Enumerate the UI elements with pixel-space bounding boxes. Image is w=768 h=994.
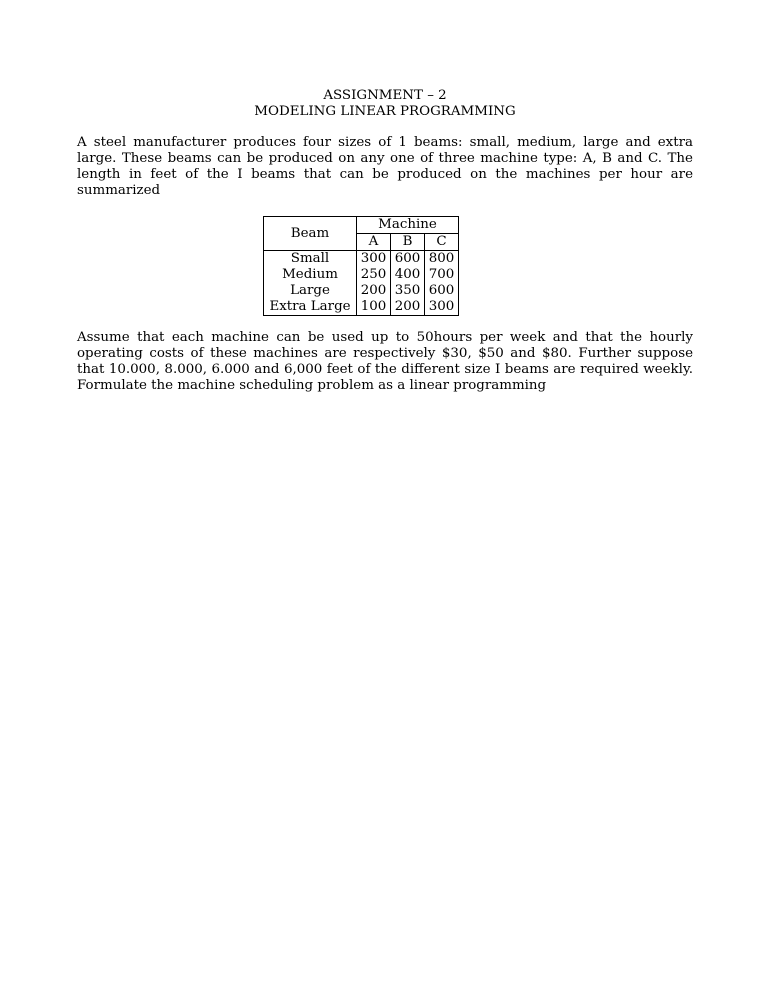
value-cell: 200 (391, 299, 425, 316)
closing-paragraph: Assume that each machine can be used up to 50hours per week and that the hourly operating costs of these machines are respectively $30, $50 and $80. Further suppose that 10.000, 8.000, 6.000 and 6,000 feet of the different size I beams are required weekly. Formulate the machine scheduling problem as a linear programming (77, 330, 693, 393)
value-cell: 700 (425, 267, 459, 283)
beam-cell: Medium (264, 267, 357, 283)
title-block (77, 88, 693, 120)
table-row (264, 299, 459, 316)
assignment-title: ASSIGNMENT – 2 (323, 88, 447, 103)
value-cell: 600 (391, 251, 425, 268)
value-cell: 300 (425, 299, 459, 316)
value-cell: 300 (357, 251, 391, 268)
column-header-c: C (425, 234, 459, 251)
beam-header-cell: Beam (264, 217, 357, 251)
value-cell: 800 (425, 251, 459, 268)
value-cell: 600 (425, 283, 459, 299)
value-cell: 350 (391, 283, 425, 299)
value-cell: 400 (391, 267, 425, 283)
assignment-subtitle: MODELING LINEAR PROGRAMMING (254, 104, 516, 119)
beam-cell: Small (264, 251, 357, 268)
column-header-a: A (357, 234, 391, 251)
beam-cell: Large (264, 283, 357, 299)
beam-cell: Extra Large (264, 299, 357, 316)
value-cell: 250 (357, 267, 391, 283)
intro-paragraph: A steel manufacturer produces four sizes of 1 beams: small, medium, large and extra large. These beams can be produced on any one of three machine type: A, B and C. The length in feet of the I beams that can be produced on the machines per hour are summarized (77, 135, 693, 198)
table-header-row (264, 217, 459, 234)
table-row (264, 283, 459, 299)
machine-header-cell: Machine (357, 217, 459, 234)
column-header-b: B (391, 234, 425, 251)
value-cell: 100 (357, 299, 391, 316)
value-cell: 200 (357, 283, 391, 299)
document-page (77, 88, 693, 394)
table-row (264, 251, 459, 268)
table-wrapper (77, 216, 693, 316)
beam-machine-table (263, 216, 459, 316)
table-row (264, 267, 459, 283)
